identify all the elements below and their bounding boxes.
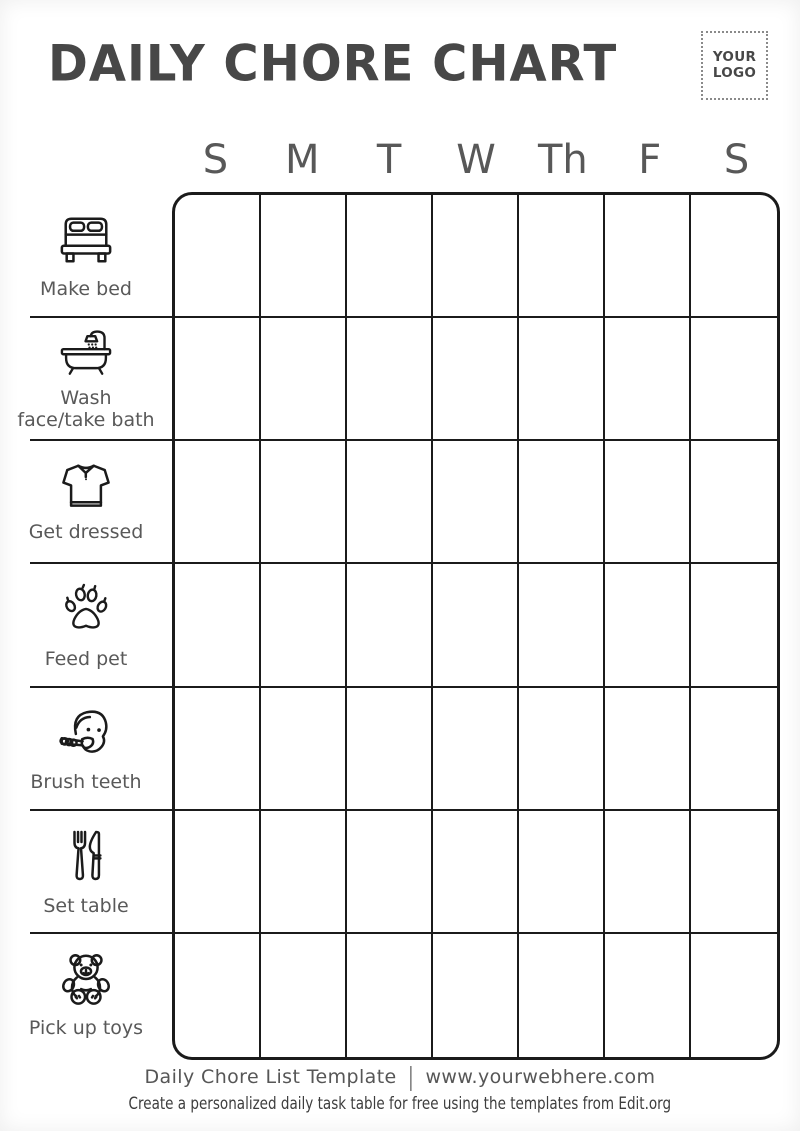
chore-label: Get dressed xyxy=(28,521,144,544)
day-header-row xyxy=(172,128,780,186)
chore-cell[interactable] xyxy=(175,441,261,564)
chore-grid xyxy=(172,192,780,1060)
chore-cell[interactable] xyxy=(261,195,347,318)
chore-label: Feed pet xyxy=(44,648,128,671)
chore-label: Brush teeth xyxy=(30,770,142,793)
chore-cell[interactable] xyxy=(433,318,519,441)
chore-cell[interactable] xyxy=(519,195,605,318)
chore-cell[interactable] xyxy=(433,934,519,1057)
chore-cell[interactable] xyxy=(519,564,605,687)
chore-row-wash-face xyxy=(0,318,172,441)
chore-row-brush-teeth xyxy=(0,688,172,811)
chore-cell[interactable] xyxy=(691,811,777,934)
cutlery-icon xyxy=(63,826,109,884)
day-header-saturday: S xyxy=(723,137,750,183)
bed-icon xyxy=(55,211,117,267)
chore-cell[interactable] xyxy=(691,688,777,811)
day-header-friday: F xyxy=(638,137,662,183)
chore-cell[interactable] xyxy=(691,934,777,1057)
chore-cell[interactable] xyxy=(519,318,605,441)
chore-cell[interactable] xyxy=(347,934,433,1057)
chore-cell[interactable] xyxy=(433,811,519,934)
brush-teeth-icon xyxy=(55,704,117,760)
chore-cell[interactable] xyxy=(347,441,433,564)
chore-cell[interactable] xyxy=(605,934,691,1057)
paw-icon xyxy=(58,579,114,637)
chore-cell[interactable] xyxy=(261,564,347,687)
chore-cell[interactable] xyxy=(433,564,519,687)
chore-row-make-bed xyxy=(0,195,172,318)
footer-credit-line xyxy=(0,1062,800,1091)
chore-cell[interactable] xyxy=(605,811,691,934)
chore-row-get-dressed xyxy=(0,441,172,564)
chore-label: Wash face/take bath xyxy=(17,387,155,431)
chore-label: Set table xyxy=(43,894,129,917)
day-header-sunday: S xyxy=(202,137,229,183)
chore-cell[interactable] xyxy=(605,441,691,564)
chore-cell[interactable] xyxy=(347,811,433,934)
chore-cell[interactable] xyxy=(519,688,605,811)
day-header-wednesday: W xyxy=(456,137,496,183)
chore-row-pick-up-toys xyxy=(0,934,172,1057)
chore-cell[interactable] xyxy=(175,934,261,1057)
bathtub-icon xyxy=(56,326,116,376)
chore-cell[interactable] xyxy=(261,934,347,1057)
chore-row-feed-pet xyxy=(0,564,172,687)
page-title: DAILY CHORE CHART xyxy=(48,34,618,94)
day-header-tuesday: T xyxy=(376,137,402,183)
footer-separator: | xyxy=(406,1062,416,1091)
day-header-monday: M xyxy=(285,137,320,183)
page-footer xyxy=(0,1062,800,1113)
chore-cell[interactable] xyxy=(605,318,691,441)
chore-cell[interactable] xyxy=(261,441,347,564)
chore-cell[interactable] xyxy=(519,934,605,1057)
footer-website: www.yourwebhere.com xyxy=(425,1066,656,1089)
chore-cell[interactable] xyxy=(175,688,261,811)
chore-cell[interactable] xyxy=(605,688,691,811)
chore-label: Make bed xyxy=(40,277,132,300)
logo-line2: LOGO xyxy=(712,64,757,81)
chore-row-set-table xyxy=(0,811,172,934)
chore-cell[interactable] xyxy=(175,811,261,934)
logo-text xyxy=(713,50,756,81)
logo-placeholder[interactable] xyxy=(701,31,768,100)
chore-cell[interactable] xyxy=(347,318,433,441)
chore-label-column xyxy=(0,192,172,1060)
chore-cell[interactable] xyxy=(605,564,691,687)
chore-cell[interactable] xyxy=(261,811,347,934)
chore-cell[interactable] xyxy=(175,318,261,441)
footer-tagline: Create a personalized daily task table for free using the templates from Edit.org xyxy=(128,1093,672,1113)
chore-cell[interactable] xyxy=(519,441,605,564)
chore-cell[interactable] xyxy=(175,195,261,318)
chore-cell[interactable] xyxy=(261,688,347,811)
chore-cell[interactable] xyxy=(175,564,261,687)
chore-cell[interactable] xyxy=(605,195,691,318)
chore-cell[interactable] xyxy=(691,441,777,564)
footer-template-name: Daily Chore List Template xyxy=(144,1066,397,1089)
chore-cell[interactable] xyxy=(261,318,347,441)
chore-cell[interactable] xyxy=(347,564,433,687)
logo-line1: YOUR xyxy=(712,48,757,65)
shirt-icon xyxy=(59,460,113,510)
chore-cell[interactable] xyxy=(433,441,519,564)
day-header-thursday: Th xyxy=(537,137,588,183)
chore-label: Pick up toys xyxy=(28,1016,144,1039)
teddy-bear-icon xyxy=(55,950,117,1006)
chore-cell[interactable] xyxy=(691,195,777,318)
chore-cell[interactable] xyxy=(691,564,777,687)
chore-cell[interactable] xyxy=(433,195,519,318)
chore-cell[interactable] xyxy=(691,318,777,441)
chore-cell[interactable] xyxy=(519,811,605,934)
chore-cell[interactable] xyxy=(433,688,519,811)
chore-cell[interactable] xyxy=(347,195,433,318)
chore-cell[interactable] xyxy=(347,688,433,811)
chore-chart xyxy=(0,192,800,1060)
